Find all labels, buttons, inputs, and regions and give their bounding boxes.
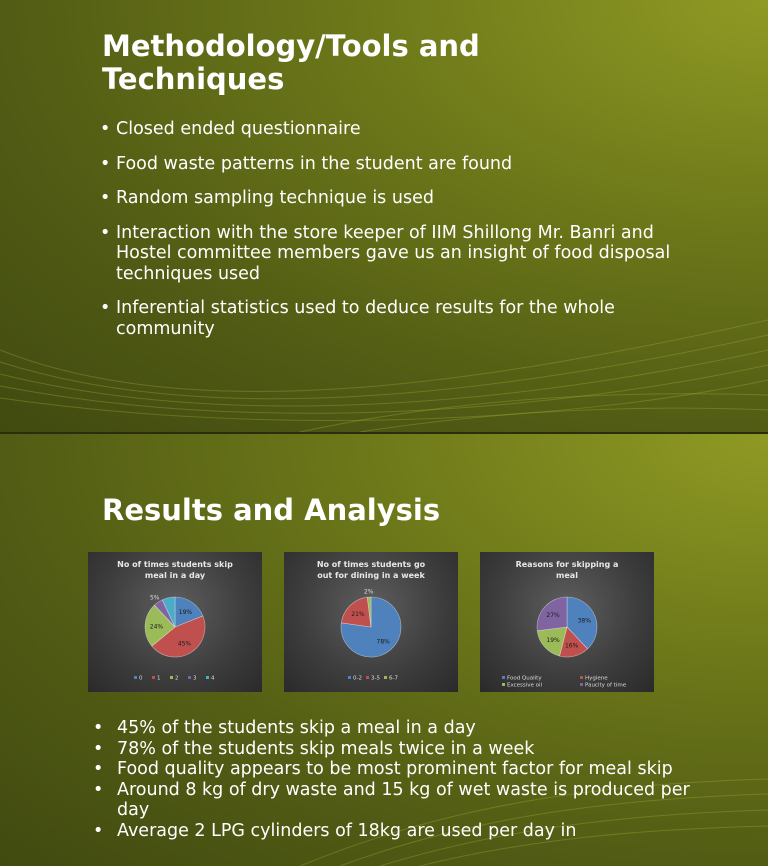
methodology-bullets xyxy=(100,119,680,353)
legend-marker xyxy=(170,676,173,679)
legend-marker xyxy=(384,676,387,679)
legend-label: 6-7 xyxy=(389,675,398,682)
data-label: 16% xyxy=(564,642,579,650)
list-item: • Closed ended questionnaire xyxy=(100,119,361,139)
legend-marker xyxy=(502,676,505,679)
legend-label: Food Quality xyxy=(507,675,542,682)
data-label: 19% xyxy=(546,636,560,644)
chart-dining-out xyxy=(284,552,458,692)
list-item: • Average 2 LPG cylinders of 18kg are used per day in xyxy=(93,820,577,841)
list-item: • Inferential statistics used to deduce results for the whole community xyxy=(100,298,615,339)
list-item: • 45% of the students skip a meal in a day xyxy=(93,718,476,738)
list-item: • Food quality appears to be most prominent factor for meal skip xyxy=(93,759,673,779)
data-label: 5% xyxy=(149,594,160,602)
legend-marker xyxy=(206,676,209,679)
legend-marker xyxy=(152,676,155,679)
legend-marker xyxy=(502,683,505,686)
legend-marker xyxy=(134,676,137,679)
chart-title: meal in a day xyxy=(144,571,206,580)
chart-reasons xyxy=(480,552,654,692)
results-bullets xyxy=(93,718,693,841)
chart-title: No of times students go xyxy=(316,560,426,569)
data-label: 24% xyxy=(149,623,164,631)
chart-skip-meal xyxy=(88,552,262,692)
legend-label: 3-5 xyxy=(371,675,380,682)
slide-results xyxy=(0,434,768,866)
legend-label: 4 xyxy=(211,675,215,682)
data-label: 45% xyxy=(177,640,192,648)
pie-chart xyxy=(480,552,654,692)
legend-marker xyxy=(580,683,583,686)
list-item: • 78% of the students skip meals twice in a week xyxy=(93,738,535,759)
slide-methodology xyxy=(0,0,768,432)
list-item: • Random sampling technique is used xyxy=(100,188,434,208)
legend-marker xyxy=(366,676,369,679)
legend-marker xyxy=(188,676,191,679)
pie-chart xyxy=(88,552,262,692)
list-item: • Food waste patterns in the student are found xyxy=(100,153,513,174)
chart-title: out for dining in a week xyxy=(317,571,425,580)
legend-marker xyxy=(348,676,351,679)
list-item: • Around 8 kg of dry waste and 15 kg of wet waste is produced per day xyxy=(93,779,690,820)
pie-chart xyxy=(284,552,458,692)
data-label: 78% xyxy=(376,638,390,646)
data-label: 19% xyxy=(178,609,193,617)
data-label: 27% xyxy=(546,612,560,620)
legend-label: 0-2 xyxy=(353,675,362,682)
page-title: Results and Analysis xyxy=(102,493,441,527)
legend-label: Hygiene xyxy=(585,675,608,682)
page-title: Methodology/Tools and Techniques xyxy=(102,29,480,96)
legend-label: Paucity of time xyxy=(585,682,627,689)
legend-label: Excessive oil xyxy=(507,682,543,689)
data-label: 21% xyxy=(351,611,365,619)
legend-label: 0 xyxy=(139,675,143,682)
legend-label: 3 xyxy=(193,675,197,682)
data-label: 2% xyxy=(363,588,374,596)
legend-label: 1 xyxy=(157,675,161,682)
chart-title: Reasons for skipping a xyxy=(515,560,619,569)
list-item: • Interaction with the store keeper of IIM Shillong Mr. Banri and Hostel committee members gave us an insight of food disposal techniques used xyxy=(100,222,671,284)
chart-title: meal xyxy=(556,571,578,580)
legend-marker xyxy=(580,676,583,679)
chart-title: No of times students skip xyxy=(117,560,233,569)
data-label: 38% xyxy=(577,617,591,625)
legend-label: 2 xyxy=(175,675,179,682)
